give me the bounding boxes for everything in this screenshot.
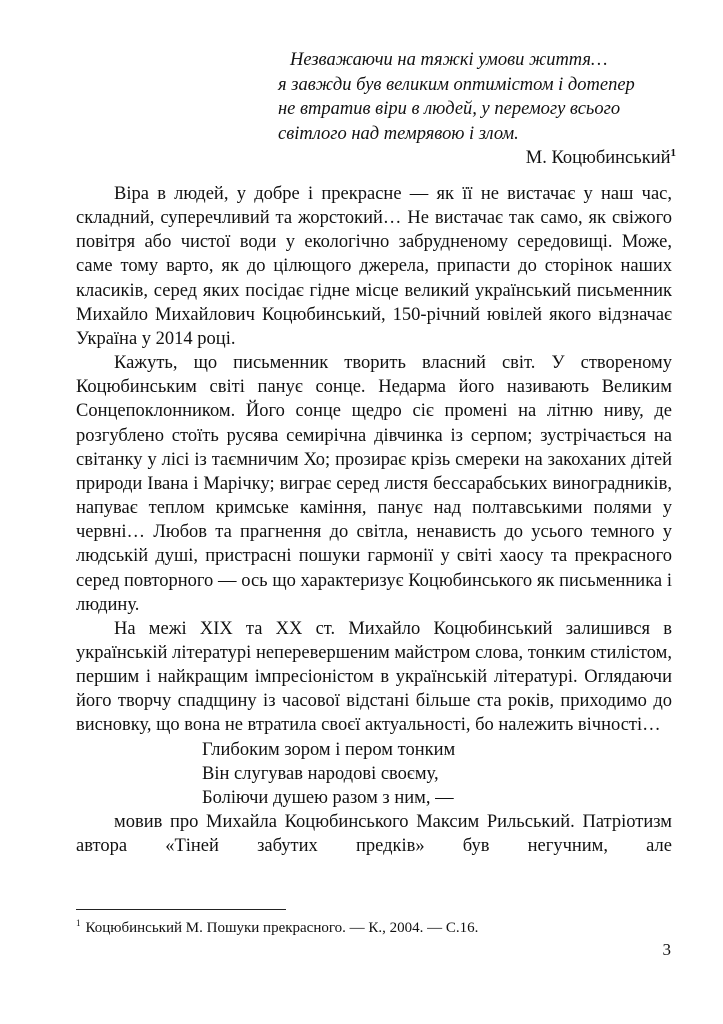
epigraph-line: я завжди був великим оптимістом і дотепер <box>278 74 635 95</box>
body-text <box>76 182 672 858</box>
epigraph-line: не втратив віри в людей, у перемогу всього <box>278 99 621 119</box>
page-number: 3 <box>662 940 671 959</box>
footnote-text: Коцюбинський М. Пошуки прекрасного. — К., 2004. — С.16. <box>85 920 479 936</box>
poem-line: Глибоким зором і пером тонким <box>202 739 456 760</box>
footnote <box>76 919 478 937</box>
epigraph-line: світлого над темрявою і злом. <box>278 123 519 144</box>
epigraph <box>278 48 676 171</box>
paragraph: На межі ХІХ та ХХ ст. Михайло Коцюбинський залишився в українській літературі неперевершеним майстром слова, тонким стилістом, першим і найкращим імпресіоністом в українській літературі. Оглядаючи його творчу спадщину із часової відстані більше ста років, приходимо до висновку, що вона не втратила своєї актуальності, бо належить вічності… <box>76 618 672 736</box>
footnote-mark: 1 <box>76 918 81 928</box>
closing-paragraph: мовив про Михайла Коцюбинського Максим Рильський. Патріотизм автора «Тіней забутих предків» був негучним, але <box>76 812 672 857</box>
paragraph: Віра в людей, у добре і прекрасне — як її не вистачає у наш час, складний, суперечливий та жорстокий… Не вистачає так само, як свіжого повітря або чистої води у екологічно забрудненому середовищі. Може, саме тому варто, як до цілющого джерела, припасти до сторінок наших класиків, серед яких посідає гідне місце великий український письменник Михайло Михайлович Коцюбинський, 150-річний ювілей якого відзначає Україна у 2014 році. <box>76 184 672 349</box>
poem-line: Боліючи душею разом з ним, — <box>202 787 454 808</box>
epigraph-line: Незважаючи на тяжкі умови життя… <box>290 50 608 70</box>
poem-quote <box>76 738 672 810</box>
footnote-divider <box>76 909 286 910</box>
epigraph-author <box>278 146 676 171</box>
paragraph: Кажуть, що письменник творить власний світ. У створеному Коцюбинським світі панує сонце. Недарма його називають Великим Сонцепоклонником. Його сонце щедро сіє промені на літню ниву, де розгублено стоїть русява семирічна дівчинка із серпом; зустрічається на світанку у лісі із таємничим Хо; прозирає крізь смереки на закоханих дітей природи Івана і Марічку; виграє серед листя бессарабських виноградників, напуває теплом кримське каміння, панує над полтавськими полями у червні… Любов та прагнення до світла, ненависть до усього темного у людській душі, пристрасні пошуки гармонії у світі хаосу та прекрасного серед повторного — ось що характеризує Коцюбинського як письменника і людину. <box>76 353 672 615</box>
epigraph-author-name: М. Коцюбинський <box>525 148 671 168</box>
poem-line: Він слугував народові своєму, <box>202 763 439 784</box>
footnote-reference[interactable]: 1 <box>670 147 676 159</box>
